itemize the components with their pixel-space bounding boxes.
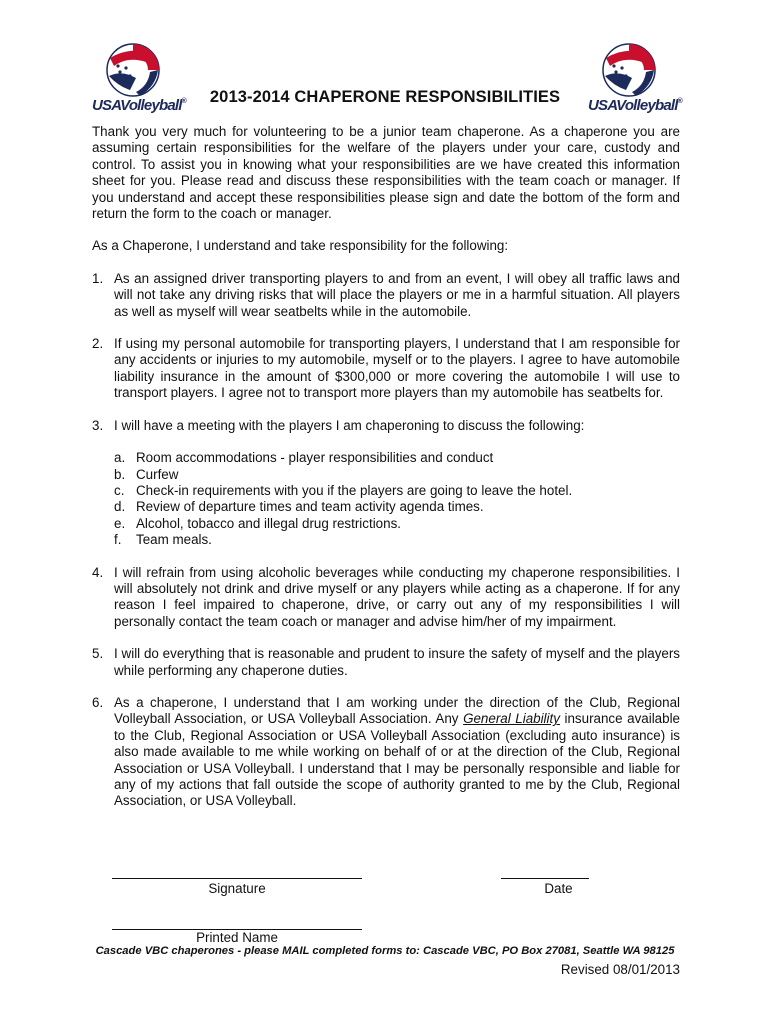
- intro-paragraph: Thank you very much for volunteering to be a junior team chaperone. As a chaperone you are assuming certain responsibilities for the welfare of the players under your care, custody and control. To assist you in knowing what your responsibilities are we have created this information sheet for you. Please read and discuss these responsibilities with the team coach or manager. If you understand and accept these responsibilities please sign and date the bottom of the form and return the form to the coach or manager.: [92, 124, 680, 222]
- sub-list-item: f. Team meals.: [114, 532, 212, 548]
- document-body: [92, 124, 680, 826]
- list-item: 2. If using my personal automobile for transporting players, I understand that I am responsible for any accidents or injuries to my automobile, myself or to the players. I agree to have automobile liability insurance in the amount of $300,000 or more covering the automobile I will use to transport players. I agree not to transport more players than my automobile has seatbelts for.: [92, 336, 680, 401]
- date-line[interactable]: [501, 878, 589, 879]
- document-title: 2013-2014 CHAPERONE RESPONSIBILITIES: [209, 88, 561, 106]
- list-item: 4. I will refrain from using alcoholic beverages while conducting my chaperone responsibilities. I will absolutely not drink and drive myself or any players while acting as a chaperone. If for any reason I feel impaired to chaperone, drive, or carry out any of my responsibilities I will personally contact the team coach or manager and advise him/her of my impairment.: [92, 564, 680, 629]
- usa-volleyball-logo-left: USAVolleyball®: [92, 40, 182, 120]
- sub-list-item: d. Review of departure times and team activity agenda times.: [114, 499, 484, 515]
- lead-paragraph: As a Chaperone, I understand and take responsibility for the following:: [92, 238, 509, 254]
- date-label: Date: [544, 881, 573, 896]
- revision-date: Revised 08/01/2013: [560, 962, 680, 977]
- meeting-topics-list: [114, 450, 680, 548]
- list-item: 5. I will do everything that is reasonable and prudent to insure the safety of myself and the players while performing any chaperone duties.: [92, 646, 680, 678]
- usa-volleyball-logo-right: USAVolleyball®: [588, 40, 678, 120]
- list-item: 1. As an assigned driver transporting players to and from an event, I will obey all traffic laws and will not take any driving risks that will place the players or me in a harmful situation. All players as well as myself will wear seatbelts while in the automobile.: [92, 270, 680, 319]
- signature-label: Signature: [208, 881, 266, 896]
- list-item: 3. I will have a meeting with the players I am chaperoning to discuss the following:: [92, 417, 585, 433]
- mailing-instructions: Cascade VBC chaperones - please MAIL completed forms to: Cascade VBC, PO Box 27081, Seattle WA 98125: [95, 945, 675, 957]
- sub-list-item: a. Room accommodations - player responsibilities and conduct: [114, 450, 494, 466]
- sub-list-item: b. Curfew: [114, 466, 179, 482]
- printed-name-label: Printed Name: [196, 930, 278, 945]
- sub-list-item: e. Alcohol, tobacco and illegal drug restrictions.: [114, 515, 401, 531]
- signature-line[interactable]: [112, 878, 362, 879]
- list-item: 6. As a chaperone, I understand that I am working under the direction of the Club, Regional Volleyball Association, or USA Volleyball Association. Any General Liability insurance available to the Club, Regional Association or USA Volleyball Association (excluding auto insurance) is also made available to me while working on behalf of or at the direction of the Club, Regional Association or USA Volleyball. I understand that I may be personally responsible and liable for any of my actions that fall outside the scope of authority granted to me by the Club, Regional Association, or USA Volleyball.: [92, 694, 680, 809]
- general-liability-term: General Liability: [463, 711, 560, 727]
- sub-list-item: c. Check-in requirements with you if the players are going to leave the hotel.: [114, 482, 573, 498]
